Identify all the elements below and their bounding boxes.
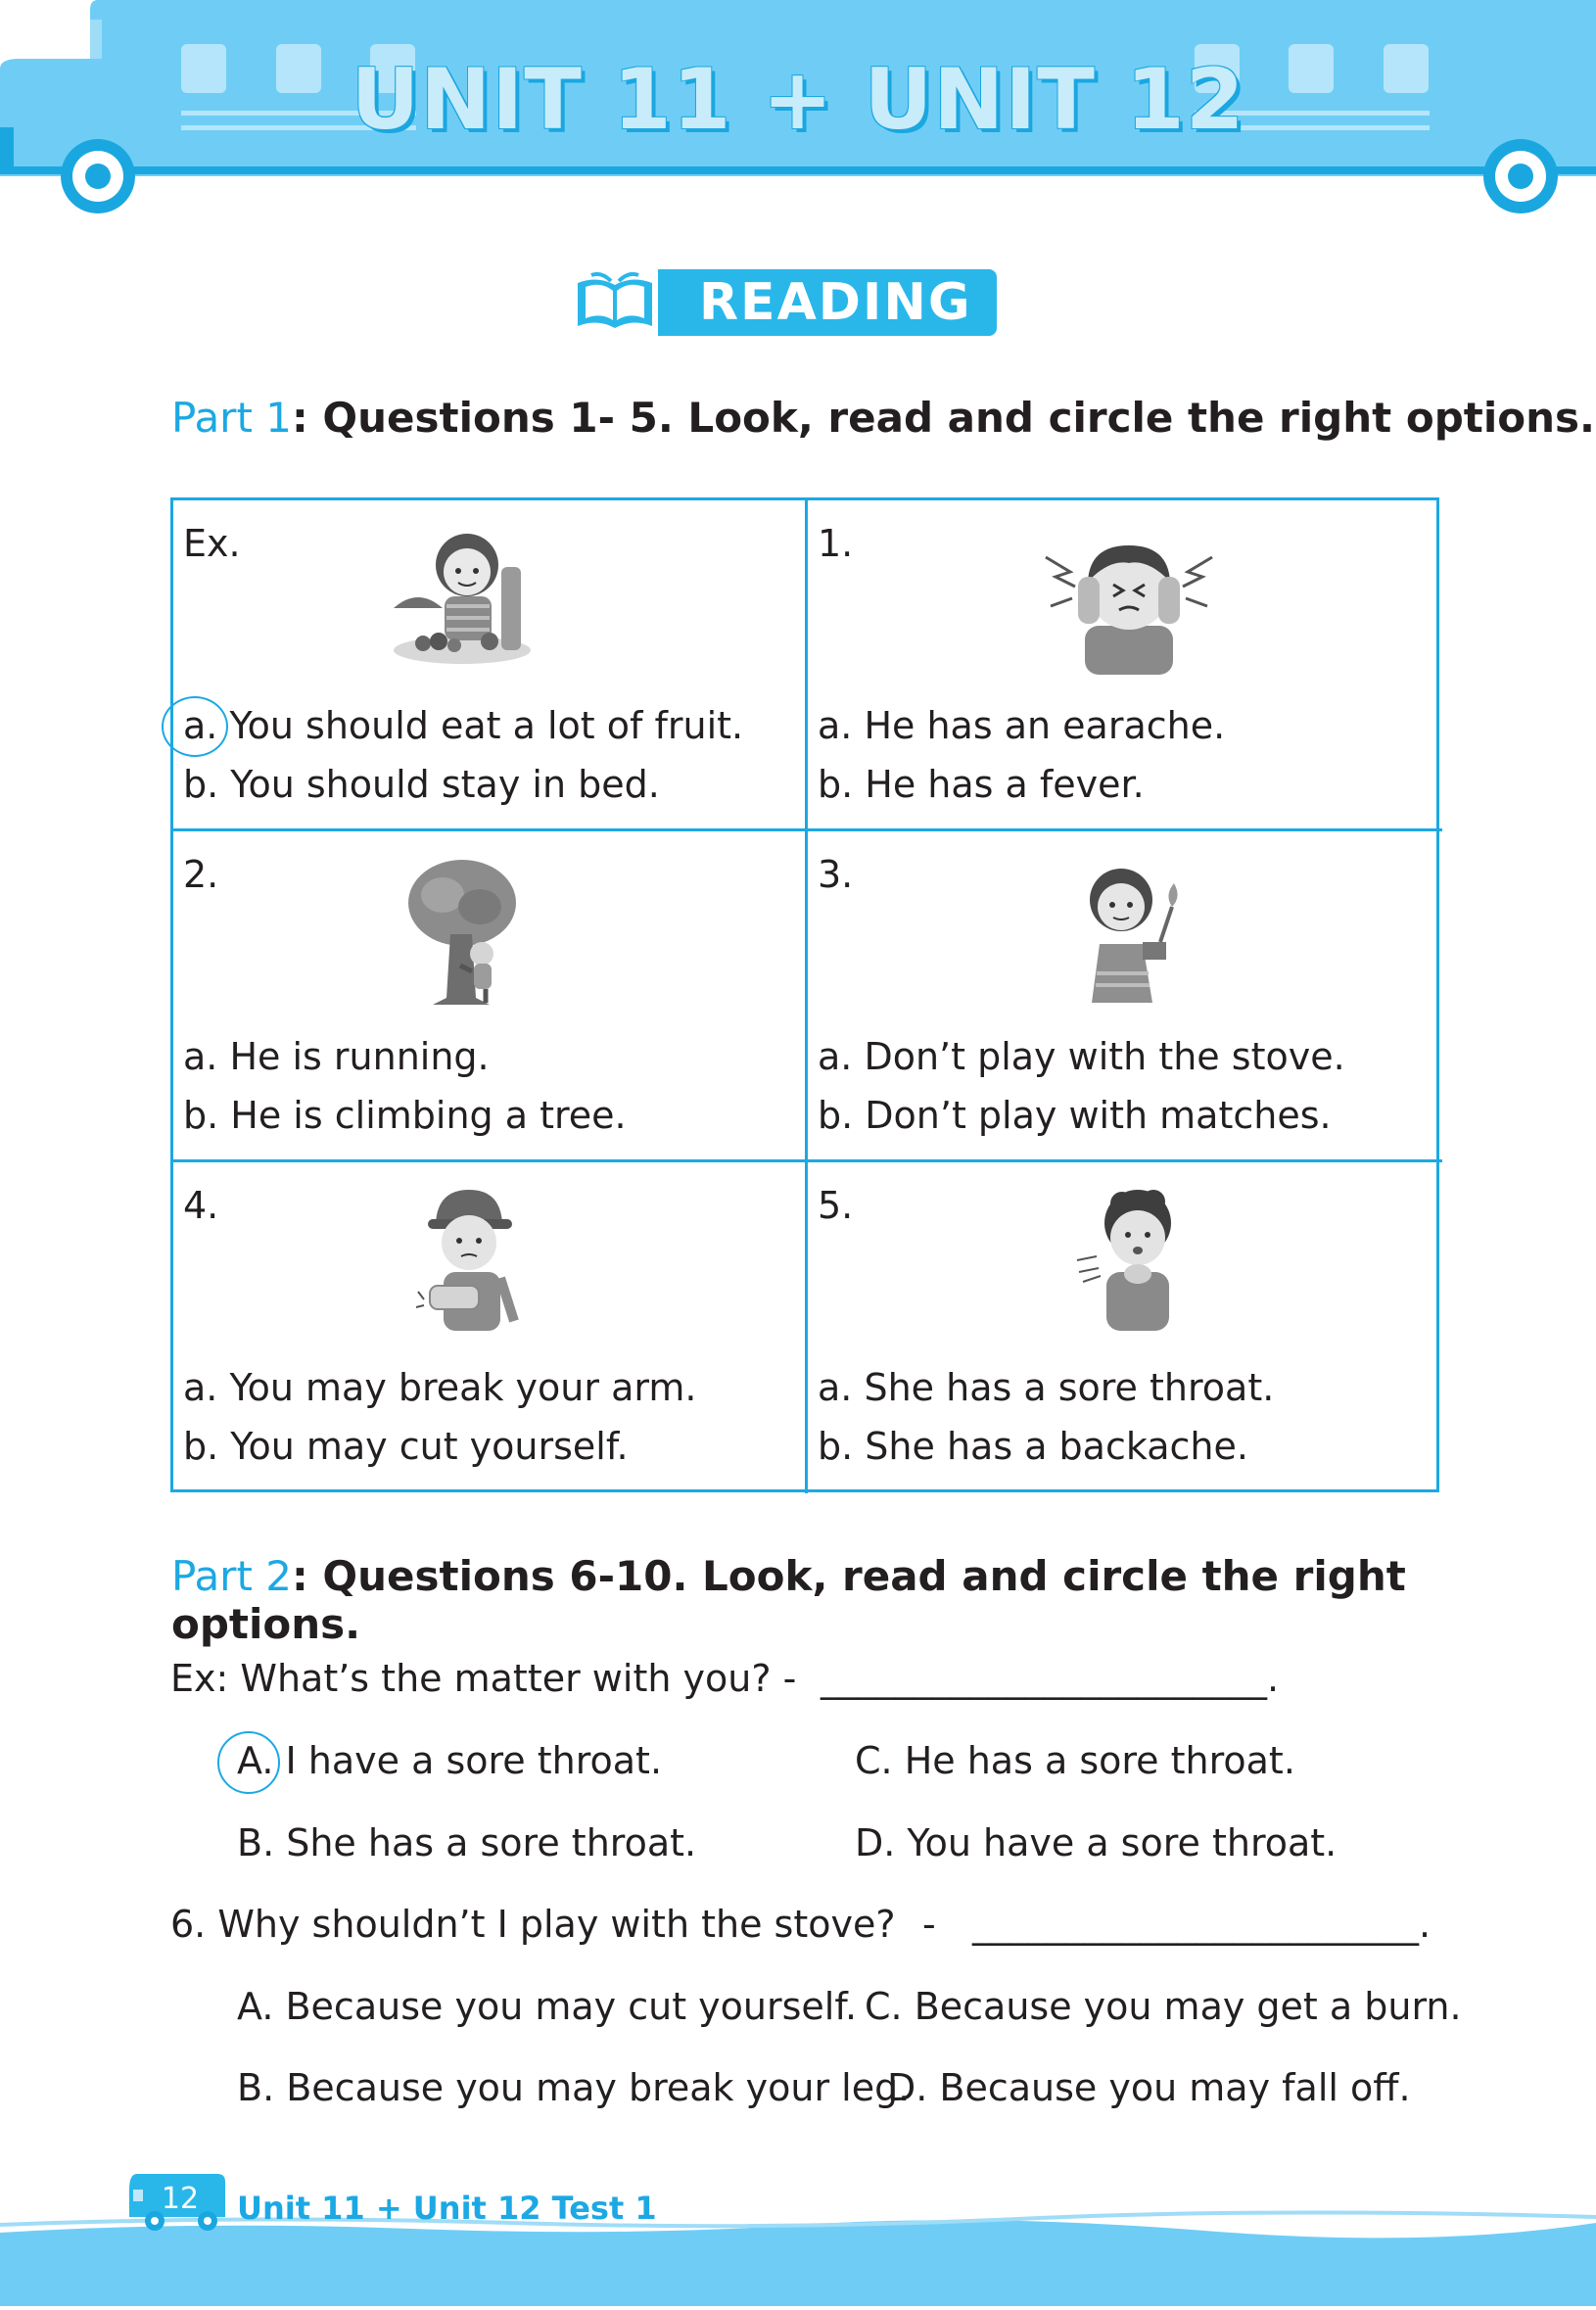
- grid-cell-example: [173, 500, 808, 831]
- cell-number: 4.: [183, 1184, 219, 1227]
- part1-heading: [171, 394, 1595, 442]
- grid-cell-1: [808, 500, 1442, 831]
- option-b[interactable]: b. She has a backache.: [818, 1425, 1248, 1468]
- part2-instruction: : Questions 6-10. Look, read and circle the right options.: [171, 1552, 1406, 1648]
- option-a[interactable]: a. Don’t play with the stove.: [818, 1035, 1345, 1078]
- option-b[interactable]: b. He is climbing a tree.: [183, 1094, 627, 1137]
- boy-broken-arm-icon: [408, 1184, 526, 1341]
- cell-number: 3.: [818, 853, 854, 896]
- example-option-a[interactable]: A. I have a sore throat.: [237, 1739, 663, 1782]
- unit-title: UNIT 11 + UNIT 12: [351, 51, 1245, 149]
- part1-instruction: : Questions 1- 5. Look, read and circle the right options.: [292, 394, 1595, 442]
- question-6-answer-blank[interactable]: ________________________.: [972, 1903, 1432, 1946]
- cell-number: Ex.: [183, 522, 241, 565]
- wheel-right-icon: [1483, 139, 1558, 213]
- section-icon-box: [572, 269, 658, 336]
- option-a[interactable]: a. He has an earache.: [818, 704, 1226, 747]
- option-a[interactable]: a. He is running.: [183, 1035, 490, 1078]
- page-number: 12: [161, 2182, 200, 2216]
- option-b[interactable]: b. You should stay in bed.: [183, 763, 660, 806]
- part2-heading: [171, 1552, 1596, 1648]
- example-answer-circle: [217, 1731, 280, 1794]
- grid-cell-3: [808, 831, 1442, 1162]
- grid-cell-4: [173, 1162, 808, 1493]
- question-6-option-b[interactable]: B. Because you may break your leg.: [237, 2066, 911, 2109]
- cell-number: 2.: [183, 853, 219, 896]
- option-b[interactable]: b. He has a fever.: [818, 763, 1145, 806]
- section-title: READING: [699, 273, 972, 332]
- cell-number: 1.: [818, 522, 854, 565]
- question-grid: [170, 497, 1439, 1492]
- open-book-icon: [572, 269, 658, 336]
- grid-cell-5: [808, 1162, 1442, 1493]
- option-a[interactable]: a. You should eat a lot of fruit.: [183, 704, 744, 747]
- footer-title: Unit 11 + Unit 12 Test 1: [237, 2190, 657, 2227]
- question-6-dash: -: [922, 1903, 936, 1946]
- question-6: 6. Why shouldn’t I play with the stove?: [170, 1903, 896, 1946]
- boy-sore-throat-icon: [1067, 1184, 1195, 1341]
- grid-cell-2: [173, 831, 808, 1162]
- header-banner: [0, 0, 1596, 235]
- example-answer-circle: [162, 696, 228, 757]
- part2-label: Part 2: [171, 1552, 292, 1600]
- part1-label: Part 1: [171, 394, 292, 442]
- example-question: Ex: What’s the matter with you? -: [170, 1657, 797, 1700]
- option-a[interactable]: a. She has a sore throat.: [818, 1366, 1275, 1409]
- question-6-option-a[interactable]: A. Because you may cut yourself.: [237, 1985, 858, 2028]
- girl-eating-fruit-icon: [374, 528, 540, 675]
- section-label: [572, 269, 997, 336]
- option-b[interactable]: b. Don’t play with matches.: [818, 1094, 1332, 1137]
- question-6-option-d[interactable]: D. Because you may fall off.: [887, 2066, 1411, 2109]
- option-b[interactable]: b. You may cut yourself.: [183, 1425, 629, 1468]
- question-6-option-c[interactable]: C. Because you may get a burn.: [865, 1985, 1462, 2028]
- example-option-d[interactable]: D. You have a sore throat.: [855, 1821, 1338, 1864]
- boy-climbing-tree-icon: [403, 856, 521, 1008]
- girl-with-matches-icon: [1062, 856, 1199, 1008]
- example-answer-blank[interactable]: ________________________.: [821, 1657, 1280, 1700]
- example-option-c[interactable]: C. He has a sore throat.: [855, 1739, 1295, 1782]
- cell-number: 5.: [818, 1184, 854, 1227]
- example-option-b[interactable]: B. She has a sore throat.: [237, 1821, 697, 1864]
- option-a[interactable]: a. You may break your arm.: [183, 1366, 697, 1409]
- boy-holding-ears-icon: [1031, 528, 1227, 675]
- wheel-left-icon: [61, 139, 135, 213]
